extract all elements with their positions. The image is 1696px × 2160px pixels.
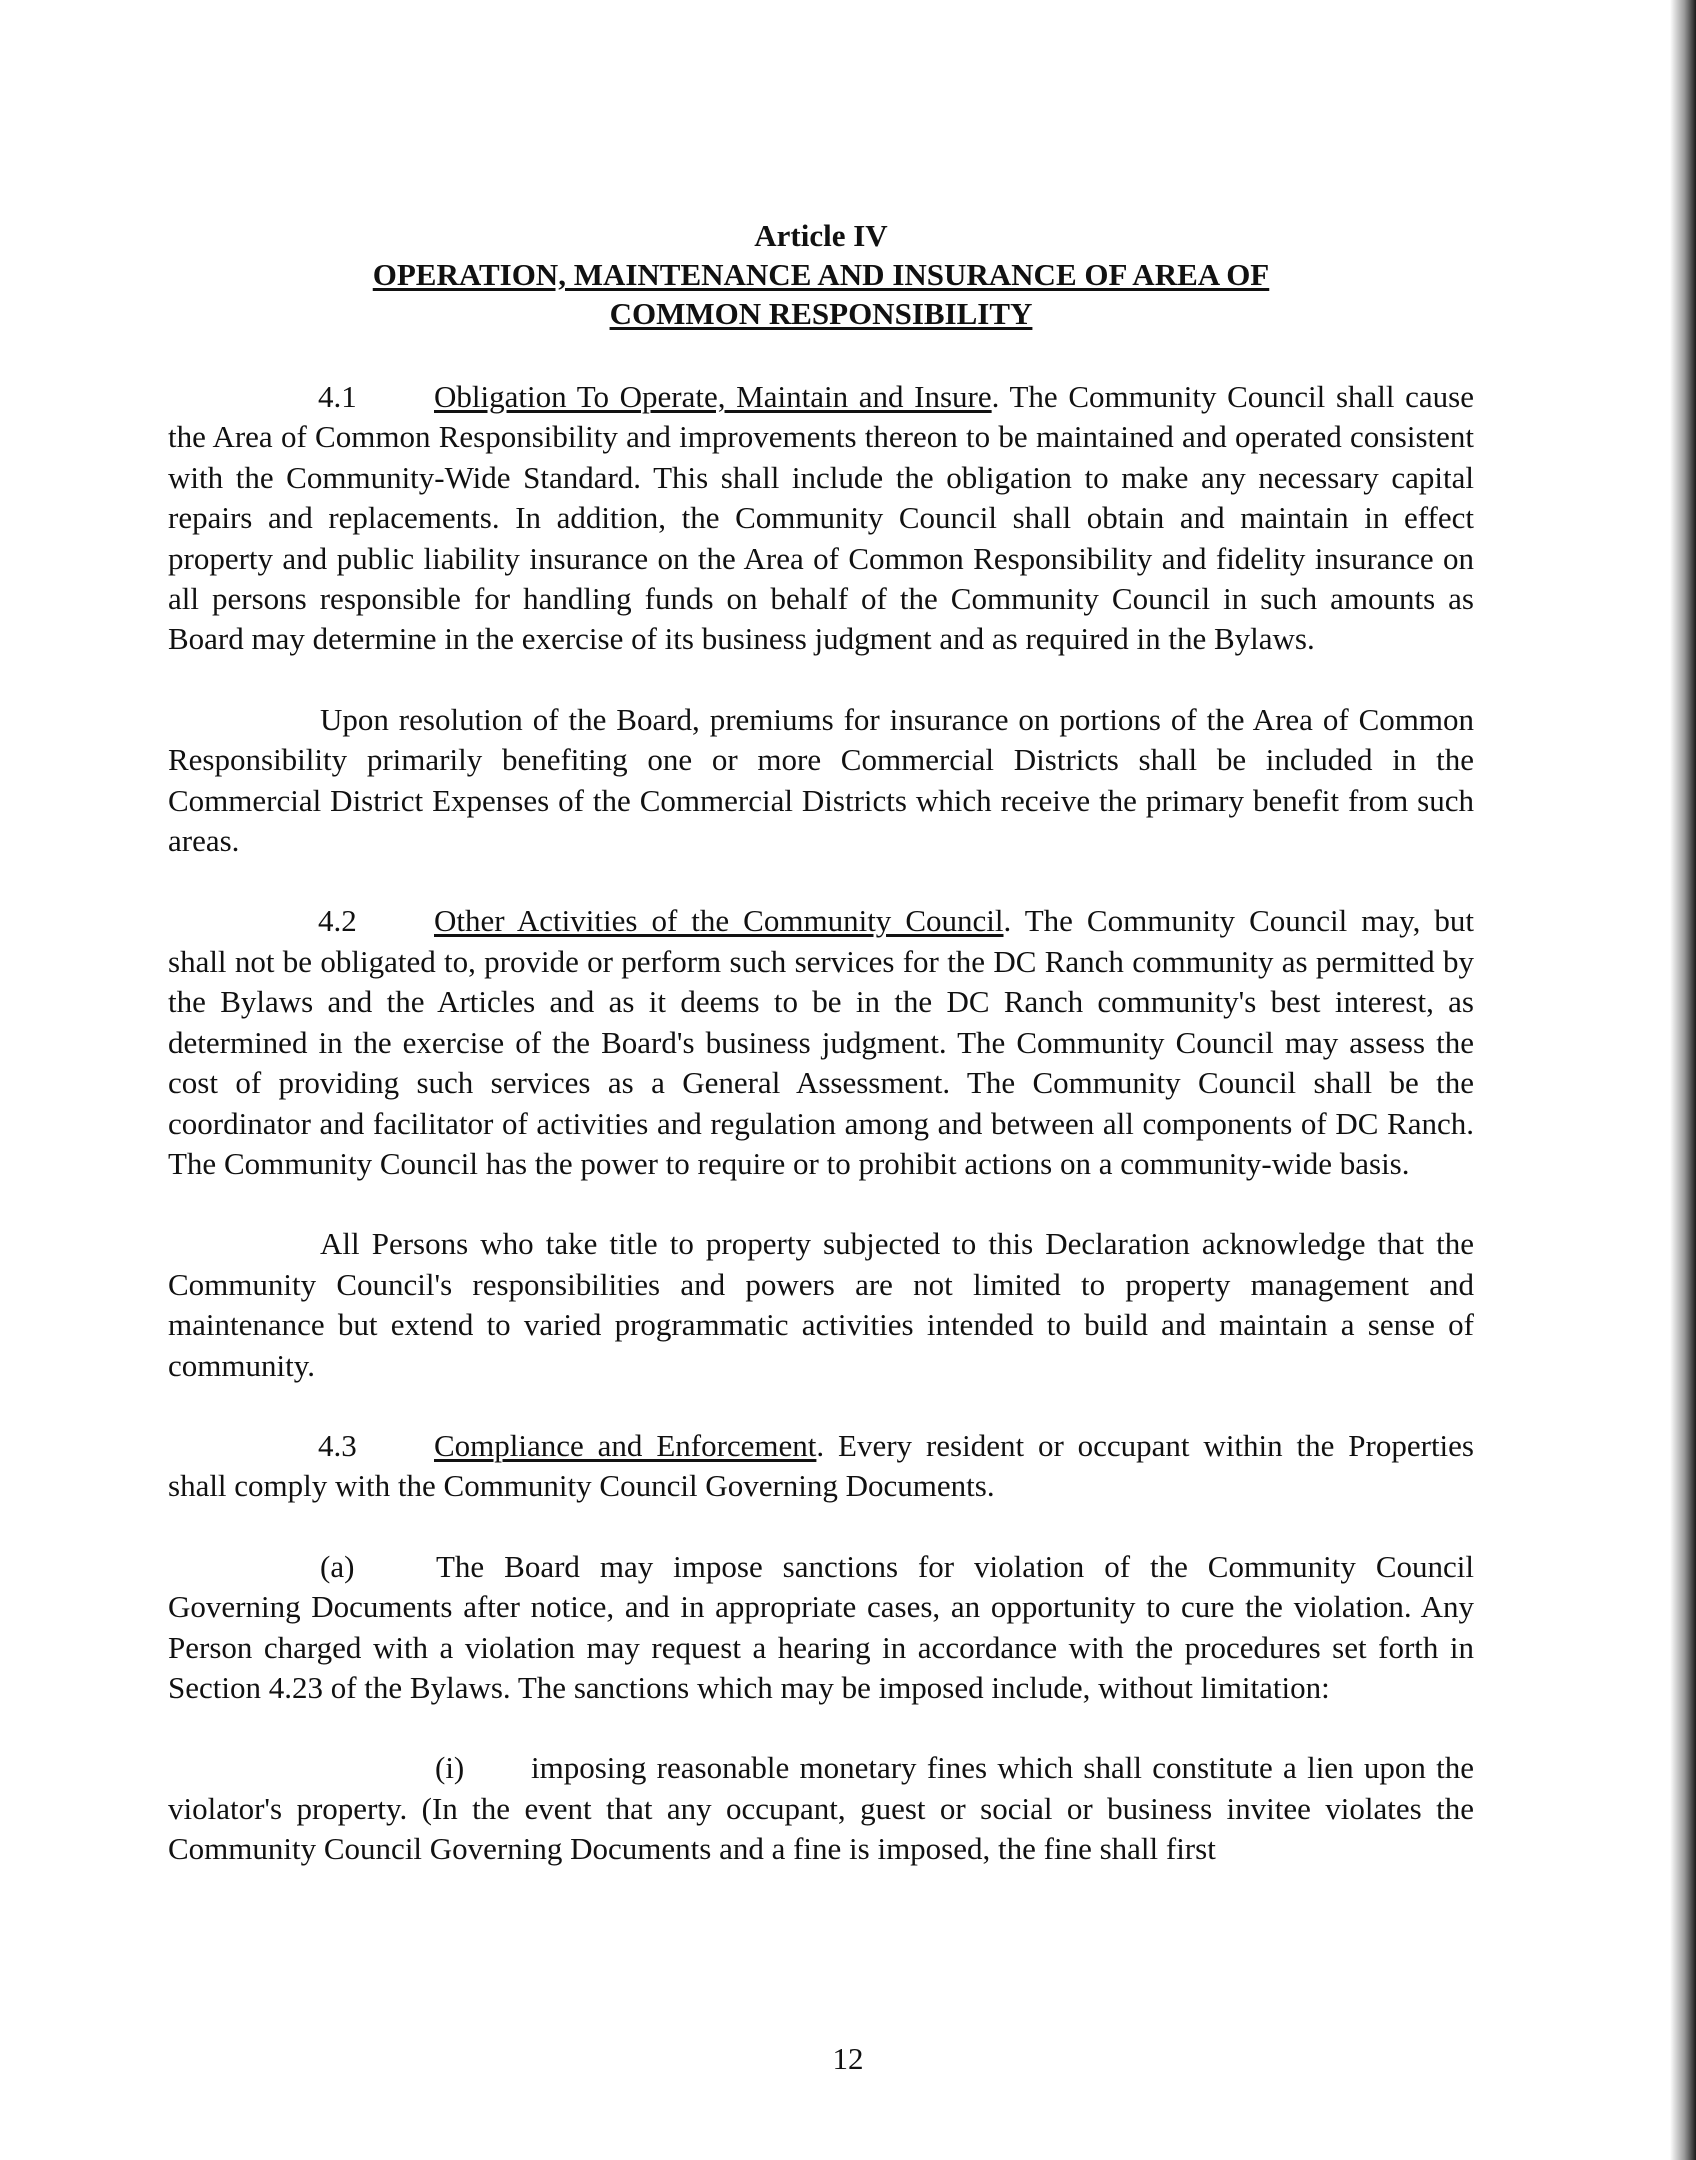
article-title-line2: COMMON RESPONSIBILITY [609,296,1033,331]
section-title: Compliance and Enforcement [434,1427,817,1463]
page-number: 12 [832,2041,864,2076]
section-body: . The Community Council may, but shall not be obligated to, provide or perform such services for the DC Ranch community as permitted by the Bylaws and the Articles and as it deems to be in the DC Ranch community's best interest, as determined in the exercise of the Board's business judgment. The Community Council may assess the cost of providing such services as a General Assessment. The Community Council shall be the coordinator and facilitator of activities and regulation among and between all components of DC Ranch. The Community Council has the power to require or to prohibit actions on a community-wide basis. [168,903,1474,1181]
paragraph-text: Upon resolution of the Board, premiums for insurance on portions of the Area of Common Responsibility primarily benefiting one or more Commercial Districts shall be included in the Commercial District Expenses of the Commercial Districts which receive the primary benefit from such areas. [168,701,1474,859]
section-body: . The Community Council shall cause the Area of Common Responsibility and improvements thereon to be maintained and operated consistent with the Community-Wide Standard. This shall include the obligation to make any necessary capital repairs and replacements. In addition, the Community Council shall obtain and maintain in effect property and public liability insurance on the Area of Common Responsibility and fidelity insurance on all persons responsible for handling funds on behalf of the Community Council in such amounts as Board may determine in the exercise of its business judgment and as required in the Bylaws. [168,379,1474,657]
section-number: 4.1 [318,379,357,414]
section-title: Obligation To Operate, Maintain and Insure [434,379,992,414]
scan-edge-shadow [1670,0,1696,2160]
article-heading [168,216,1474,333]
section-4-2-paragraph-2 [168,1224,1474,1386]
section-4-3-paragraph [168,1426,1474,1507]
subsection-text: The Board may impose sanctions for violation of the Community Council Governing Documents after notice, and in appropriate cases, an opportunity to cure the violation. Any Person charged with a violation may request a hearing in accordance with the procedures set forth in Section 4.23 of the Bylaws. The sanctions which may be imposed include, without limitation: [168,1548,1474,1705]
clause-i-paragraph [168,1748,1474,1869]
clause-text: imposing reasonable monetary fines which shall constitute a lien upon the violator's property. (In the event that any occupant, guest or social or business invitee violates the Community Council Governing Documents and a fine is imposed, the fine shall first [168,1750,1474,1867]
subsection-a-paragraph [168,1547,1474,1709]
document-page [168,216,1474,1870]
section-4-2-paragraph [168,901,1474,1184]
article-label: Article IV [754,218,888,253]
section-title: Other Activities of the Community Council [434,903,1004,939]
article-title-line1: OPERATION, MAINTENANCE AND INSURANCE OF AREA OF [372,257,1270,292]
section-number: 4.3 [318,1427,357,1463]
section-4-1-paragraph [168,377,1474,660]
section-number: 4.2 [318,903,357,939]
section-4-1-paragraph-2 [168,700,1474,862]
paragraph-text: All Persons who take title to property subjected to this Declaration acknowledge that the Community Council's responsibilities and powers are not limited to property management and maintenance but extend to varied programmatic activities intended to build and maintain a sense of community. [168,1226,1474,1383]
clause-label: (i) [435,1750,465,1786]
section-body: . Every resident or occupant within the Properties shall comply with the Community Council Governing Documents. [168,1427,1474,1504]
subsection-label: (a) [320,1548,355,1584]
